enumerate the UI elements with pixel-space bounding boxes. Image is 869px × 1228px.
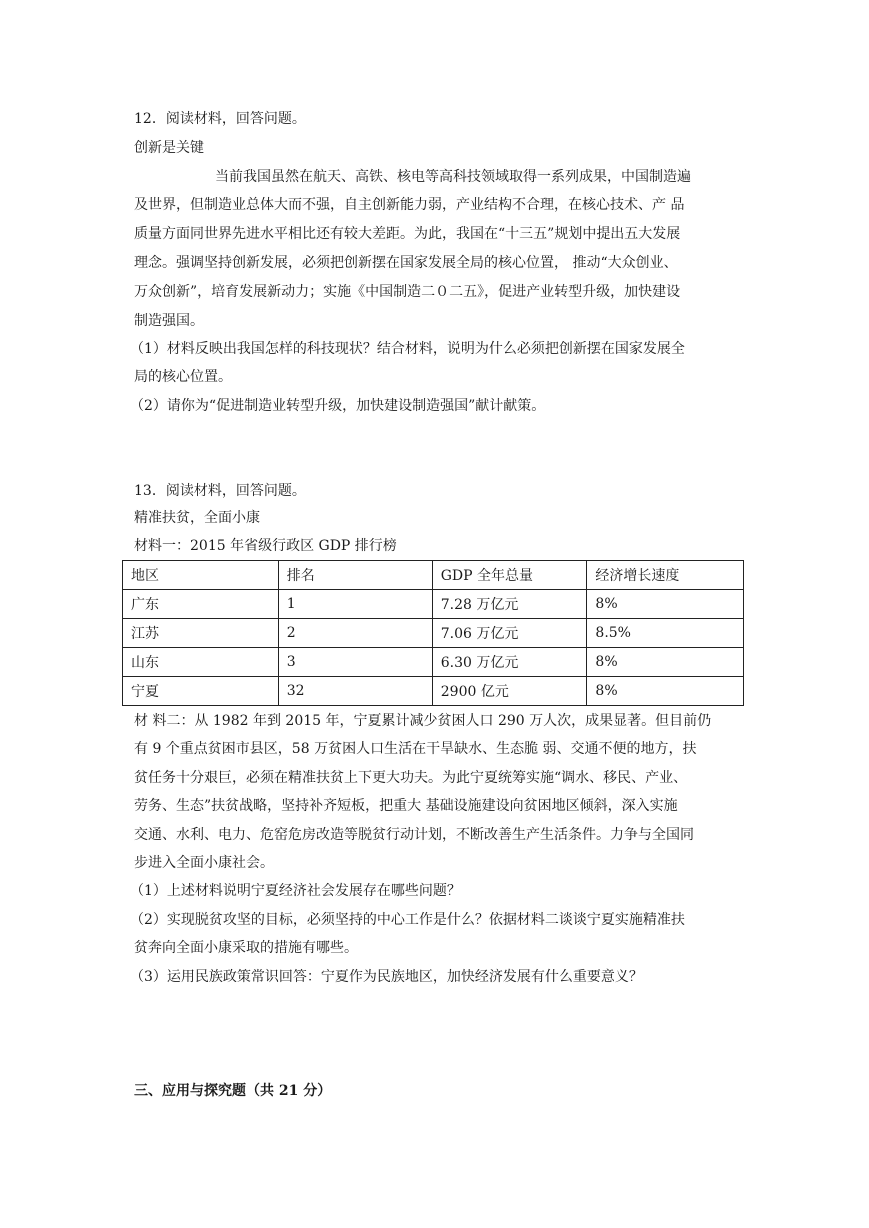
table-cell: 32 [278, 677, 432, 706]
table-cell: 8% [587, 677, 744, 706]
q12-material-line: 理念。强调坚持创新发展，必须把创新摆在国家发展全局的核心位置， 推动“大众创业、 [134, 255, 678, 271]
table-cell: 宁夏 [123, 677, 279, 706]
table-cell: 8% [587, 648, 744, 677]
q12-material-line: 制造强国。 [134, 313, 204, 329]
q12-material-line: 及世界，但制造业总体大而不强，自主创新能力弱，产业结构不合理，在核心技术、产 品 [134, 197, 685, 213]
table-row [123, 619, 744, 648]
q13-heading: 13．阅读材料，回答问题。 [134, 483, 306, 499]
q12-topic: 创新是关键 [134, 140, 204, 156]
q13-question-3: （3）运用民族政策常识回答：宁夏作为民族地区，加快经济发展有什么重要意义？ [130, 969, 643, 985]
table-header-cell: GDP 全年总量 [432, 561, 587, 590]
q13-topic: 精准扶贫，全面小康 [134, 510, 260, 526]
q13-material2-line: 有 9 个重点贫困市县区，58 万贫困人口生活在干旱缺水、生态脆 弱、交通不便的地方，扶 [134, 741, 697, 757]
table-cell: 2 [278, 619, 432, 648]
section-3-title: 三、应用与探究题（共 21 分） [134, 1083, 332, 1099]
table-header-cell: 地区 [123, 561, 279, 590]
table-cell: 江苏 [123, 619, 279, 648]
table-cell: 广东 [123, 590, 279, 619]
q12-material-line: 万众创新”，培育发展新动力；实施《中国制造二０二五》，促进产业转型升级，加快建设 [134, 284, 681, 300]
table-cell: 2900 亿元 [432, 677, 587, 706]
table-cell: 1 [278, 590, 432, 619]
table-header-row [123, 561, 744, 590]
table-header-cell: 排名 [278, 561, 432, 590]
table-header-cell: 经济增长速度 [587, 561, 744, 590]
q12-question-2: （2）请你为“促进制造业转型升级，加快建设制造强国”献计献策。 [130, 398, 546, 414]
table-row [123, 677, 744, 706]
q13-question-2: （2）实现脱贫攻坚的目标，必须坚持的中心工作是什么？依据材料二谈谈宁夏实施精准扶 [130, 912, 685, 928]
table-cell: 6.30 万亿元 [432, 648, 587, 677]
table-cell: 3 [278, 648, 432, 677]
q13-material2-line: 劳务、生态”扶贫战略，坚持补齐短板，把重大 基础设施建设向贫困地区倾斜，深入实施 [134, 798, 678, 814]
table-cell: 7.28 万亿元 [432, 590, 587, 619]
q12-question-1-cont: 局的核心位置。 [134, 369, 232, 385]
q12-material-line: 质量方面同世界先进水平相比还有较大差距。为此，我国在“十三五”规划中提出五大发展 [134, 226, 681, 242]
q13-material2-line: 贫任务十分艰巨，必须在精准扶贫上下更大功夫。为此宁夏统筹实施“调水、移民、产业、 [134, 770, 688, 786]
q13-material2-line: 材 料二：从 1982 年到 2015 年，宁夏累计减少贫困人口 290 万人次，成果显著。但目前仍 [134, 713, 712, 729]
table-cell: 7.06 万亿元 [432, 619, 587, 648]
table-cell: 8% [587, 590, 744, 619]
q12-heading: 12．阅读材料，回答问题。 [134, 111, 306, 127]
q12-question-1: （1）材料反映出我国怎样的科技现状？结合材料，说明为什么必须把创新摆在国家发展全 [130, 341, 685, 357]
q13-material1-title: 材料一：2015 年省级行政区 GDP 排行榜 [134, 538, 397, 554]
q13-material2-line: 步进入全面小康社会。 [134, 855, 274, 871]
table-cell: 8.5% [587, 619, 744, 648]
table-row [123, 648, 744, 677]
q13-material2-line: 交通、水利、电力、危窑危房改造等脱贫行动计划，不断改善生产生活条件。力争与全国同 [134, 827, 694, 843]
gdp-ranking-table [122, 560, 744, 706]
q13-question-1: （1）上述材料说明宁夏经济社会发展存在哪些问题？ [130, 883, 461, 899]
table-row [123, 590, 744, 619]
table-cell: 山东 [123, 648, 279, 677]
q13-question-2-cont: 贫奔向全面小康采取的措施有哪些。 [134, 940, 358, 956]
q12-material-line: 当前我国虽然在航天、高铁、核电等高科技领域取得一系列成果，中国制造遍 [215, 169, 691, 185]
